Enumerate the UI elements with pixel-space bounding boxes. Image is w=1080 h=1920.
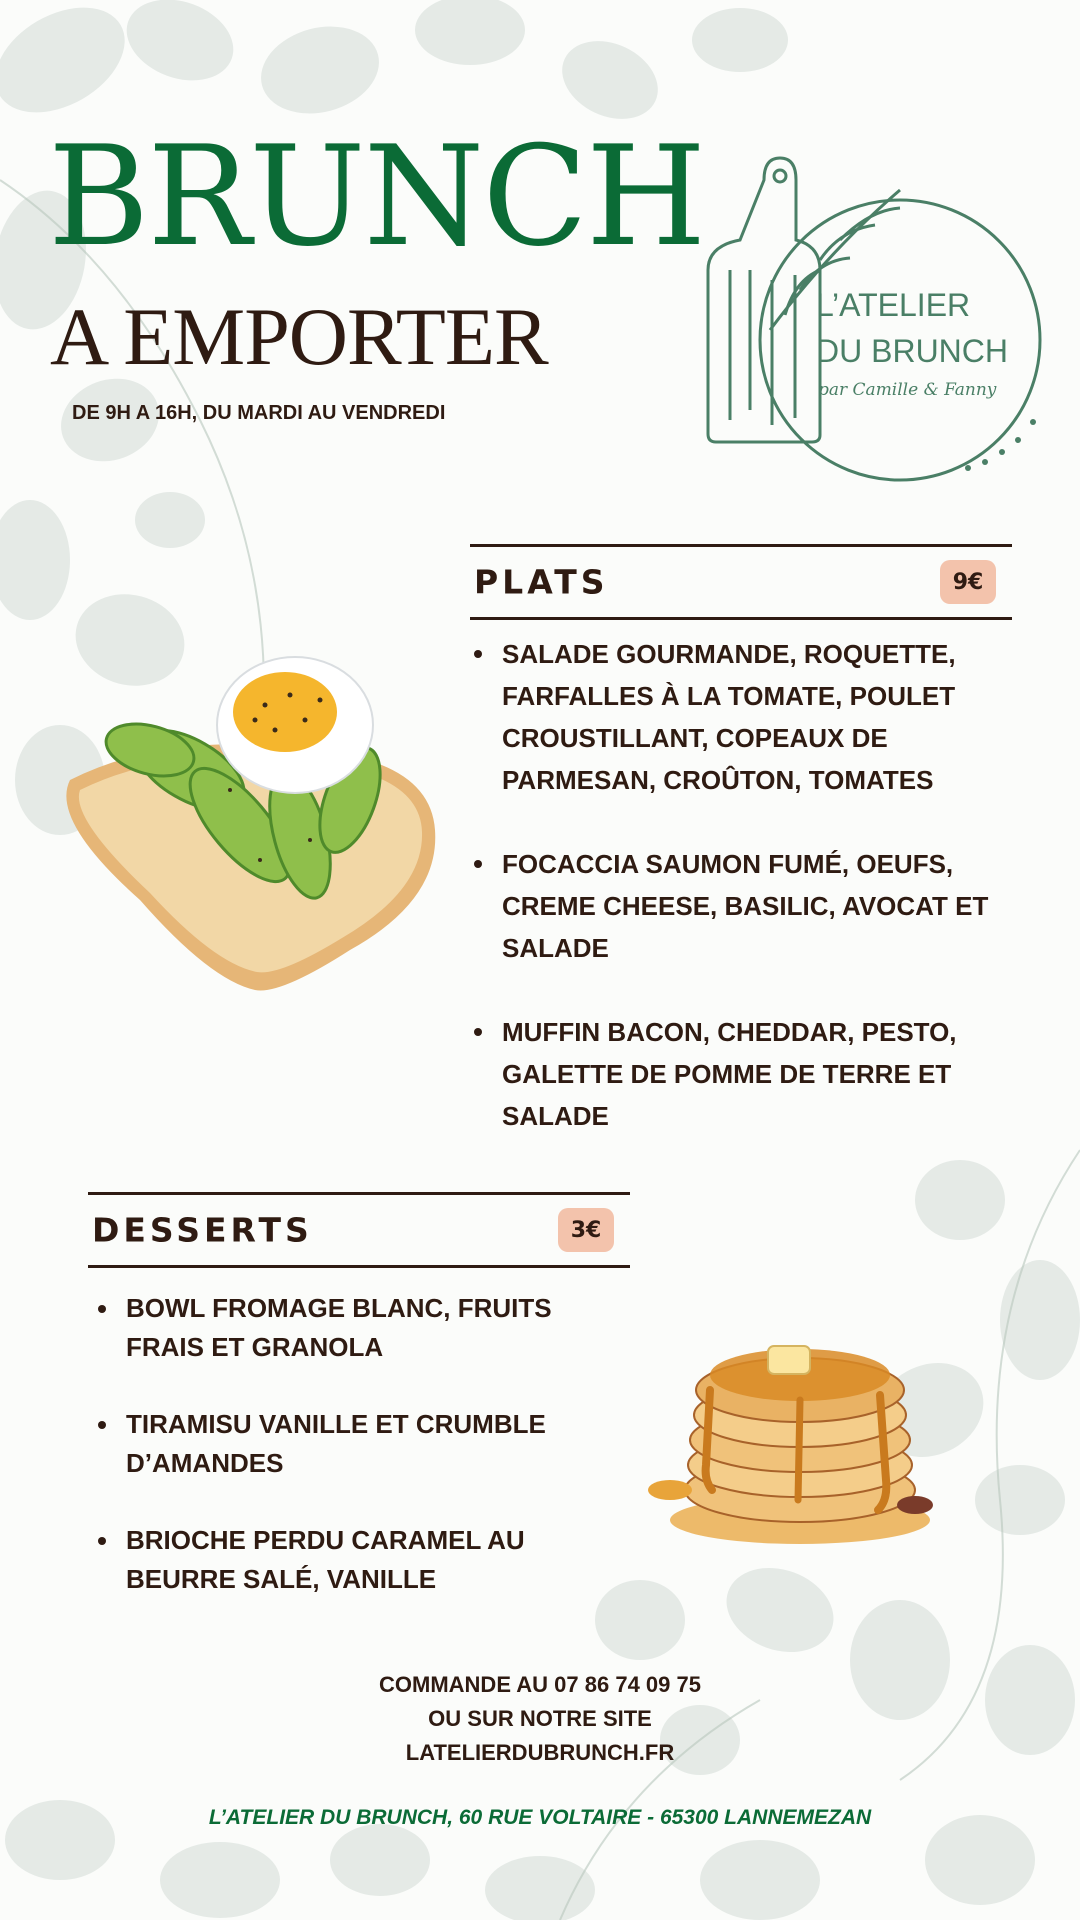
- order-info: [240, 1668, 840, 1770]
- desserts-price-badge: 3€: [558, 1208, 614, 1252]
- list-item: BOWL FROMAGE BLANC, FRUITS FRAIS ET GRANOLA: [96, 1289, 566, 1367]
- plats-list: [472, 633, 1012, 1179]
- pancakes-illustration: [640, 1290, 960, 1560]
- order-site-label: OU SUR NOTRE SITE: [428, 1706, 652, 1731]
- logo-line-1: L’ATELIER: [816, 287, 971, 323]
- page-title: BRUNCH: [48, 116, 705, 277]
- list-item: SALADE GOURMANDE, ROQUETTE, FARFALLES À LA TOMATE, POULET CROUSTILLANT, COPEAUX DE PARMESAN, CROÛTON, TOMATES: [472, 633, 1012, 801]
- list-item: TIRAMISU VANILLE ET CRUMBLE D’AMANDES: [96, 1405, 566, 1483]
- list-item: FOCACCIA SAUMON FUMÉ, OEUFS, CREME CHEESE, BASILIC, AVOCAT ET SALADE: [472, 843, 1012, 969]
- desserts-header: [88, 1192, 630, 1268]
- order-website-link[interactable]: LATELIERDUBRUNCH.FR: [405, 1740, 675, 1765]
- brand-logo: [700, 150, 1060, 490]
- order-phone: COMMANDE AU 07 86 74 09 75: [379, 1672, 701, 1697]
- page-subtitle: A EMPORTER: [50, 291, 548, 382]
- desserts-title: DESSERTS: [92, 1210, 313, 1250]
- shop-address: L’ATELIER DU BRUNCH, 60 RUE VOLTAIRE - 65300 LANNEMEZAN: [208, 1806, 872, 1829]
- avocado-toast-illustration: [50, 650, 450, 1010]
- logo-signature: par Camille & Fanny: [818, 380, 997, 400]
- list-item: MUFFIN BACON, CHEDDAR, PESTO, GALETTE DE POMME DE TERRE ET SALADE: [472, 1011, 1012, 1137]
- desserts-list: [96, 1289, 566, 1637]
- plats-title: PLATS: [474, 562, 609, 602]
- list-item: BRIOCHE PERDU CARAMEL AU BEURRE SALÉ, VANILLE: [96, 1521, 566, 1599]
- plats-price-badge: 9€: [940, 560, 996, 604]
- opening-hours: DE 9H A 16H, DU MARDI AU VENDREDI: [72, 402, 446, 424]
- plats-header: [470, 544, 1012, 620]
- logo-line-2: DU BRUNCH: [816, 333, 1008, 369]
